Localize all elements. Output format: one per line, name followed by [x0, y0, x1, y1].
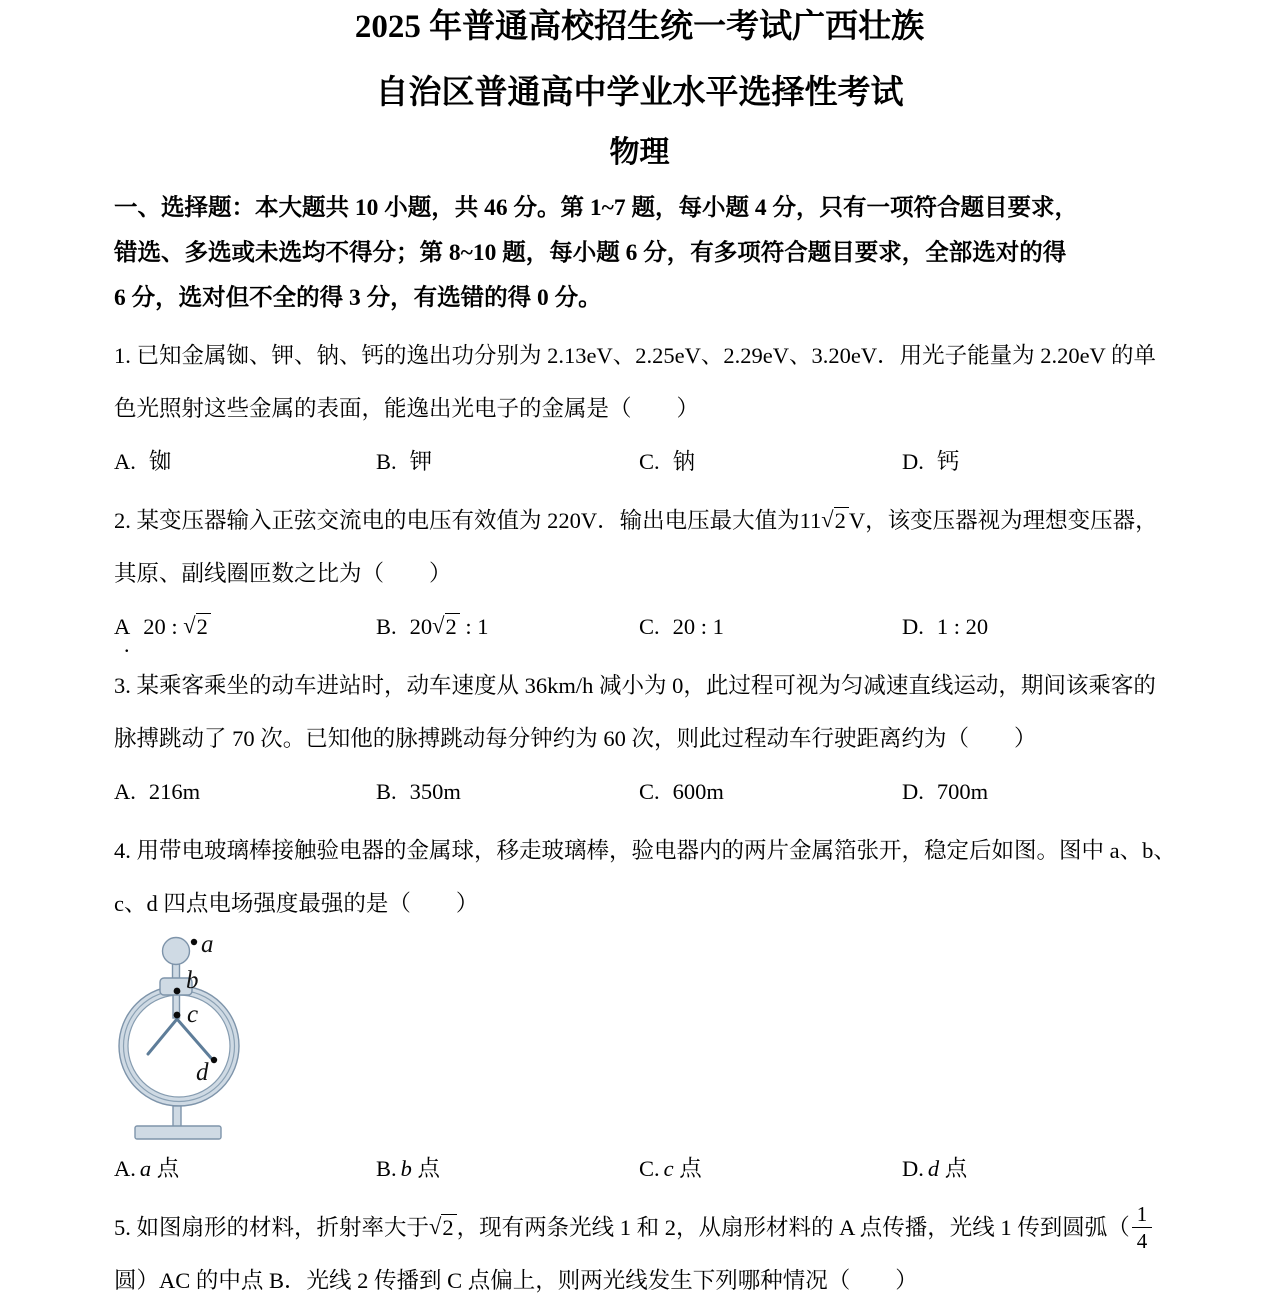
instructions-line2: 错选、多选或未选均不得分；第 8~10 题，每小题 6 分，有多项符合题目要求，全部选对的得 [114, 240, 1067, 266]
q4-option-a-letter: a [139, 1156, 152, 1181]
point-c-dot [174, 1012, 181, 1019]
q3-option-a [114, 765, 376, 818]
q3-option-b-text: 350m [409, 779, 461, 804]
electroscope-figure [115, 930, 1165, 1142]
q1-option-d [902, 435, 1165, 488]
q1-line2: 色光照射这些金属的表面，能逸出光电子的金属是（ ） [114, 396, 700, 421]
q2-option-d [902, 600, 1165, 653]
fraction-denominator: 4 [1136, 1229, 1148, 1254]
q2-math-coeff: 11 [799, 508, 822, 533]
q3-line1: 3. 某乘客乘坐的动车进站时，动车速度从 36km/h 减小为 0，此过程可视为匀减速直线运动，期间该乘客的 [114, 673, 1156, 698]
question-4 [114, 824, 1176, 1195]
q2-inline-sqrt [800, 508, 866, 533]
q4-option-d-text: 点 [944, 1156, 968, 1181]
point-c-label: c [187, 1001, 199, 1028]
q4-line1: 4. 用带电玻璃棒接触验电器的金属球，移走玻璃棒，验电器内的两片金属箔张开，稳定后如图。图中 a、b、 [114, 838, 1176, 863]
q2-option-b-radicand: 2 [445, 613, 460, 639]
electroscope-stand-stem [173, 1106, 181, 1127]
q2-option-d-label: D. [902, 614, 924, 639]
q1-option-c-text: 钠 [672, 449, 696, 474]
q3-option-b-label: B. [376, 779, 397, 804]
point-a-dot [191, 939, 197, 945]
q2-option-a [114, 600, 376, 657]
section-instructions [114, 186, 1165, 321]
q2-line1 [114, 494, 1165, 547]
q2-line2: 其原、副线圈匝数之比为（ ） [114, 561, 452, 586]
q3-option-c-text: 600m [672, 779, 724, 804]
electroscope-base [135, 1126, 221, 1139]
point-b-dot [174, 988, 181, 995]
q4-option-a-text: 点 [156, 1156, 180, 1181]
q5-line1-mid: ，现有两条光线 1 和 2，从扇形材料的 A 点传播，光线 1 传到圆弧（ [456, 1215, 1130, 1240]
electroscope-svg [115, 930, 247, 1142]
q1-option-d-text: 钙 [936, 449, 960, 474]
q4-line2: c、d 四点电场强度最强的是（ ） [114, 891, 479, 916]
q1-option-b-text: 钾 [409, 449, 433, 474]
q4-option-b-text: 点 [417, 1156, 441, 1181]
q2-line1-pre: 2. 某变压器输入正弦交流电的电压有效值为 220V．输出电压最大值为 [114, 508, 800, 533]
q1-option-c [639, 435, 902, 488]
q2-option-b-label: B. [376, 614, 397, 639]
instructions-line3: 6 分，选对但不全的得 3 分，有选错的得 0 分。 [114, 285, 602, 311]
radical-symbol: √ [821, 507, 834, 532]
q4-option-c-letter: c [663, 1156, 674, 1181]
q2-option-a-value [143, 614, 211, 639]
q3-option-d-text: 700m [936, 779, 989, 804]
point-b-label: b [186, 967, 199, 994]
point-a-label: a [201, 931, 214, 958]
q2-option-a-period-artifact: . [124, 632, 130, 657]
q4-option-c [639, 1142, 902, 1195]
q2-option-c-label: C. [639, 614, 660, 639]
q5-line2: 圆）AC 的中点 B．光线 2 传播到 C 点偏上，则两光线发生下列哪种情况（ ） [114, 1268, 918, 1293]
q2-option-a-pre: 20 : [143, 614, 184, 639]
point-d-label: d [196, 1059, 209, 1086]
q2-option-a-radicand: 2 [196, 613, 211, 639]
q2-option-c [639, 600, 902, 653]
q3-option-c [639, 765, 902, 818]
q2-option-b-post: : 1 [459, 614, 489, 639]
q3-option-c-label: C. [639, 779, 660, 804]
q4-options [114, 1142, 1165, 1195]
q2-option-c-text: 20 : 1 [672, 614, 724, 639]
q1-option-d-label: D. [902, 449, 924, 474]
q2-options [114, 600, 1165, 657]
q2-math-radicand: 2 [834, 507, 849, 533]
q2-option-b [376, 600, 639, 653]
q2-math-unit: V [848, 508, 866, 533]
q3-option-d-label: D. [902, 779, 924, 804]
q4-option-b-label: B. [376, 1156, 397, 1181]
subject-title: 物理 [609, 136, 670, 169]
q3-option-b [376, 765, 639, 818]
electroscope-knob [163, 938, 190, 965]
q3-line2: 脉搏跳动了 70 次。已知他的脉搏跳动每分钟约为 60 次，则此过程动车行驶距离约为（ ） [114, 726, 1037, 751]
q1-option-a [114, 435, 376, 488]
q2-option-a-label: A [114, 614, 131, 639]
q2-option-d-text: 1 : 20 [936, 614, 989, 639]
page-title-line1: 2025 年普通高校招生统一考试广西壮族 [354, 9, 925, 45]
radical-symbol: √ [429, 1214, 442, 1239]
q3-option-d [902, 765, 1165, 818]
q4-option-c-label: C. [639, 1156, 660, 1181]
q3-options [114, 765, 1165, 818]
point-d-dot [211, 1057, 217, 1063]
q1-option-b [376, 435, 639, 488]
q1-option-c-label: C. [639, 449, 660, 474]
one-quarter-fraction [1132, 1202, 1153, 1253]
radical-symbol: √ [183, 613, 196, 638]
question-3 [114, 659, 1165, 818]
q1-line1: 1. 已知金属铷、钾、钠、钙的逸出功分别为 2.13eV、2.25eV、2.29eV、3.20eV．用光子能量为 2.20eV 的单 [114, 343, 1157, 368]
q1-option-a-text: 铷 [148, 449, 172, 474]
q2-line1-post: ，该变压器视为理想变压器， [865, 508, 1158, 533]
q5-inline-sqrt [429, 1215, 457, 1240]
question-2 [114, 494, 1165, 657]
q4-option-d-letter: d [927, 1156, 940, 1181]
question-1 [114, 329, 1165, 488]
q4-option-a-label: A. [114, 1156, 136, 1181]
q2-option-b-value [410, 614, 489, 639]
q4-option-c-text: 点 [679, 1156, 702, 1181]
page-title-line2: 自治区普通高中学业水平选择性考试 [375, 75, 904, 111]
q5-line1 [114, 1201, 1165, 1254]
q3-option-a-label: A. [114, 779, 136, 804]
radical-symbol: √ [432, 613, 445, 638]
q3-option-a-text: 216m [148, 779, 201, 804]
instructions-line1: 一、选择题：本大题共 10 小题，共 46 分。第 1~7 题，每小题 4 分，只有一项符合题目要求， [114, 195, 1078, 221]
question-5 [114, 1201, 1165, 1301]
q1-options [114, 435, 1165, 488]
fraction-numerator: 1 [1132, 1202, 1153, 1228]
q4-option-b [376, 1142, 639, 1195]
q4-option-d [902, 1142, 1165, 1195]
q2-option-b-pre: 20 [409, 614, 433, 639]
q4-option-d-label: D. [902, 1156, 924, 1181]
q4-option-b-letter: b [400, 1156, 412, 1181]
q5-line1-pre: 5. 如图扇形的材料，折射率大于 [114, 1215, 430, 1240]
q4-option-a [114, 1142, 376, 1195]
q1-option-b-label: B. [376, 449, 397, 474]
q1-option-a-label: A. [114, 449, 136, 474]
q5-radicand: 2 [441, 1214, 456, 1240]
